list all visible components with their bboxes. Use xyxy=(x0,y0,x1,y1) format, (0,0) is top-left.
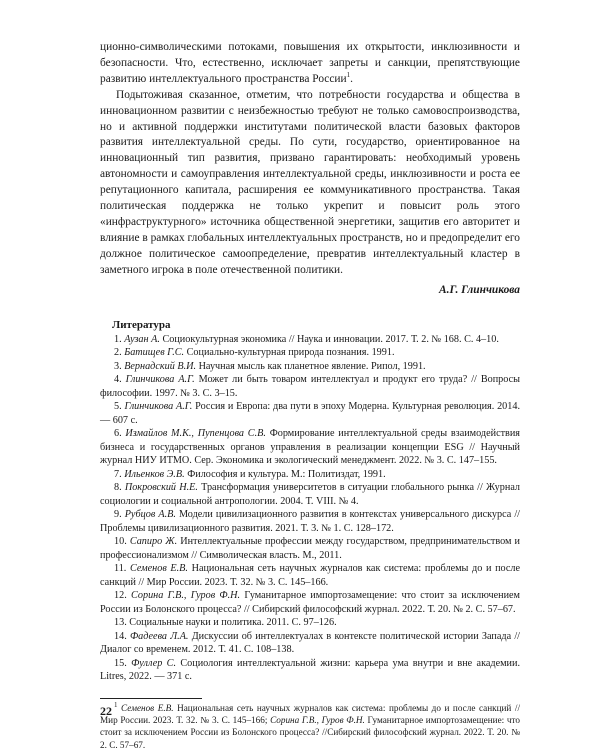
reference-text: Национальная сеть научных журналов как система: проблемы до и после санкций // Мир России. 2023. Т. 32. № 3. С. 145–166. xyxy=(100,563,520,588)
reference-item xyxy=(100,427,520,468)
footnote-text: Гуманитарное импортозамещение: что стоит за исключением России из Болонского процесса? //Сибирский философский журнал. 2022. Т. 20. № 2. С. 57–67. xyxy=(100,715,521,750)
reference-item xyxy=(100,481,520,508)
reference-item xyxy=(100,562,520,589)
reference-author: Батищев Г.С. xyxy=(124,347,185,359)
reference-text: Гуманитарное импортозамещение: что стоит за исключением России из Болонского процесса? // Сибирский философский журнал. 2022. Т. 20. № 2. С. 57–67. xyxy=(100,590,520,615)
reference-author: Аузан А. xyxy=(124,333,160,345)
reference-number: 4. xyxy=(114,374,122,386)
reference-number: 3. xyxy=(114,360,122,372)
reference-author: Измайлов М.К., Пупенцова С.В. xyxy=(125,428,266,440)
reference-number: 11. xyxy=(114,563,127,575)
reference-text: Формирование интеллектуальной среды взаимодействия бизнеса и государственных органов управления в реализации концепции ESG // Научный журнал НИУ ИТМО. Сер. Экономика и экологический менеджмент. 2022. № 3. С. 147–155. xyxy=(100,428,520,467)
reference-author: Фуллер С. xyxy=(131,657,177,669)
reference-item xyxy=(100,508,520,535)
reference-item xyxy=(100,360,520,374)
reference-text: Дискуссии об интеллектуалах в контексте политической истории Запада // Диалог со временем. 2012. Т. 41. С. 108–138. xyxy=(100,630,520,656)
reference-number: 10. xyxy=(114,536,127,548)
reference-item xyxy=(100,373,520,400)
reference-item xyxy=(100,616,520,630)
intro-paragraph-end: . xyxy=(350,72,353,85)
reference-author: Ильенков Э.В. xyxy=(124,468,185,480)
reference-text: Социокультурная экономика // Наука и инновации. 2017. Т. 2. № 168. С. 4–10. xyxy=(159,333,499,345)
reference-number: 15. xyxy=(114,657,127,669)
reference-item xyxy=(100,400,520,427)
footnote-mark: 1 xyxy=(114,700,118,709)
reference-author: Вернадский В.И. xyxy=(124,360,197,372)
page-number: 22 xyxy=(100,704,112,718)
reference-number: 12. xyxy=(114,590,127,602)
footnote-author: Семенов Е.В. xyxy=(121,702,174,713)
reference-number: 14. xyxy=(114,630,127,642)
reference-text: Социально-культурная природа познания. 1991. xyxy=(184,347,395,359)
reference-item xyxy=(100,346,520,360)
reference-text: Россия и Европа: два пути в эпоху Модерна. Культурная революция. 2014. — 607 с. xyxy=(100,401,520,426)
reference-author: Семенов Е.В. xyxy=(130,563,188,575)
reference-number: 5. xyxy=(114,401,122,413)
reference-author: Сапиро Ж. xyxy=(129,536,178,548)
author-signature: А.Г. Глинчикова xyxy=(439,283,520,296)
reference-item xyxy=(100,589,520,616)
reference-number: 9. xyxy=(114,509,122,521)
reference-number: 13. xyxy=(114,617,127,629)
reference-item xyxy=(100,630,520,657)
reference-number: 2. xyxy=(114,347,122,359)
reference-author: Глинчикова А.Г. xyxy=(125,374,195,386)
reference-list xyxy=(100,333,520,684)
main-paragraph: Подытоживая сказанное, отметим, что потребности государства и общества в инновационном развитии с неизбежностью требуют не только самовоспроизводства, но и активной поддержки институтами политической власти базовых факторов развития интеллектуальной среды. По сути, государство, ориентированное на инновационный тип развития, призвано гарантировать: необходимый уровень автономности и самоуправления интеллектуальной среды, инклюзивности и роста ее репутационного капитала, расширения ее коммуникативного пространства. Такая политическая поддержка не только укрепит и повысит роль этого «инфраструктурного» источника общественной энергетики, защитив его авторитет и влияние в рамках глобальных интеллектуальных пространств, но и предопределит его должное политическое самоопределение, превратив интеллектуальный кластер в заметного игрока в поле отечественной политики. xyxy=(100,88,520,276)
reference-text: Философия и культура. М.: Политиздат, 1991. xyxy=(184,468,386,480)
reference-item xyxy=(100,535,520,562)
footnote-reference[interactable]: 1 xyxy=(346,71,351,80)
reference-author: Рубцов А.В. xyxy=(124,509,176,521)
intro-paragraph-text: ционно-символическими потоками, повышения их открытости, инклюзивности и безопасности. Что, естественно, исключает запреты и санкции, препятствующие развитию интеллектуального пространства России xyxy=(100,41,520,85)
reference-author: Покровский Н.Е. xyxy=(124,482,198,494)
footnote-author: Сорина Г.В., Гуров Ф.Н. xyxy=(270,715,365,725)
reference-item xyxy=(100,657,520,684)
literature-heading: Литература xyxy=(112,318,171,331)
reference-author: Глинчикова А.Г. xyxy=(124,401,193,413)
reference-text: Социология интеллектуальной жизни: карьера ума внутри и вне академии. Litres, 2022. — 371 с. xyxy=(100,657,520,683)
reference-item xyxy=(100,333,520,347)
reference-item xyxy=(100,468,520,482)
reference-text: Социальные науки и политика. 2011. С. 97–126. xyxy=(129,617,337,629)
reference-number: 7. xyxy=(114,468,122,480)
reference-text: Модели цивилизационного развития в контекстах универсального дискурса // Проблемы цивилизационного развития. 2021. Т. 3. № 1. С. 128–172. xyxy=(100,509,520,534)
reference-text: Интеллектуальные профессии между государством, предпринимательством и профессионализмом // Символическая власть. М., 2011. xyxy=(100,536,521,561)
reference-text: Трансформация университетов в ситуации глобального рынка // Журнал социологии и социальной антропологии. 2004. Т. VIII. № 4. xyxy=(100,482,521,507)
reference-author: Сорина Г.В., Гуров Ф.Н. xyxy=(131,590,241,602)
footnote-text: Национальная сеть научных журналов как система: проблемы до и после санкций // Мир России. 2023. Т. 32. № 3. С. 145–166; xyxy=(100,702,520,725)
footnote-divider xyxy=(100,698,202,699)
footnote xyxy=(100,702,520,751)
intro-paragraph xyxy=(100,40,520,88)
reference-number: 8. xyxy=(114,482,122,494)
reference-author: Фадеева Л.А. xyxy=(129,630,189,642)
reference-text: Может ли быть товаром интеллектуал и продукт его труда? // Вопросы философии. 1997. № 3. С. 3–15. xyxy=(100,374,520,399)
reference-number: 6. xyxy=(114,428,122,440)
reference-text: Научная мысль как планетное явление. Рипол, 1991. xyxy=(196,360,426,372)
page-content xyxy=(100,40,520,751)
reference-number: 1. xyxy=(114,333,122,345)
